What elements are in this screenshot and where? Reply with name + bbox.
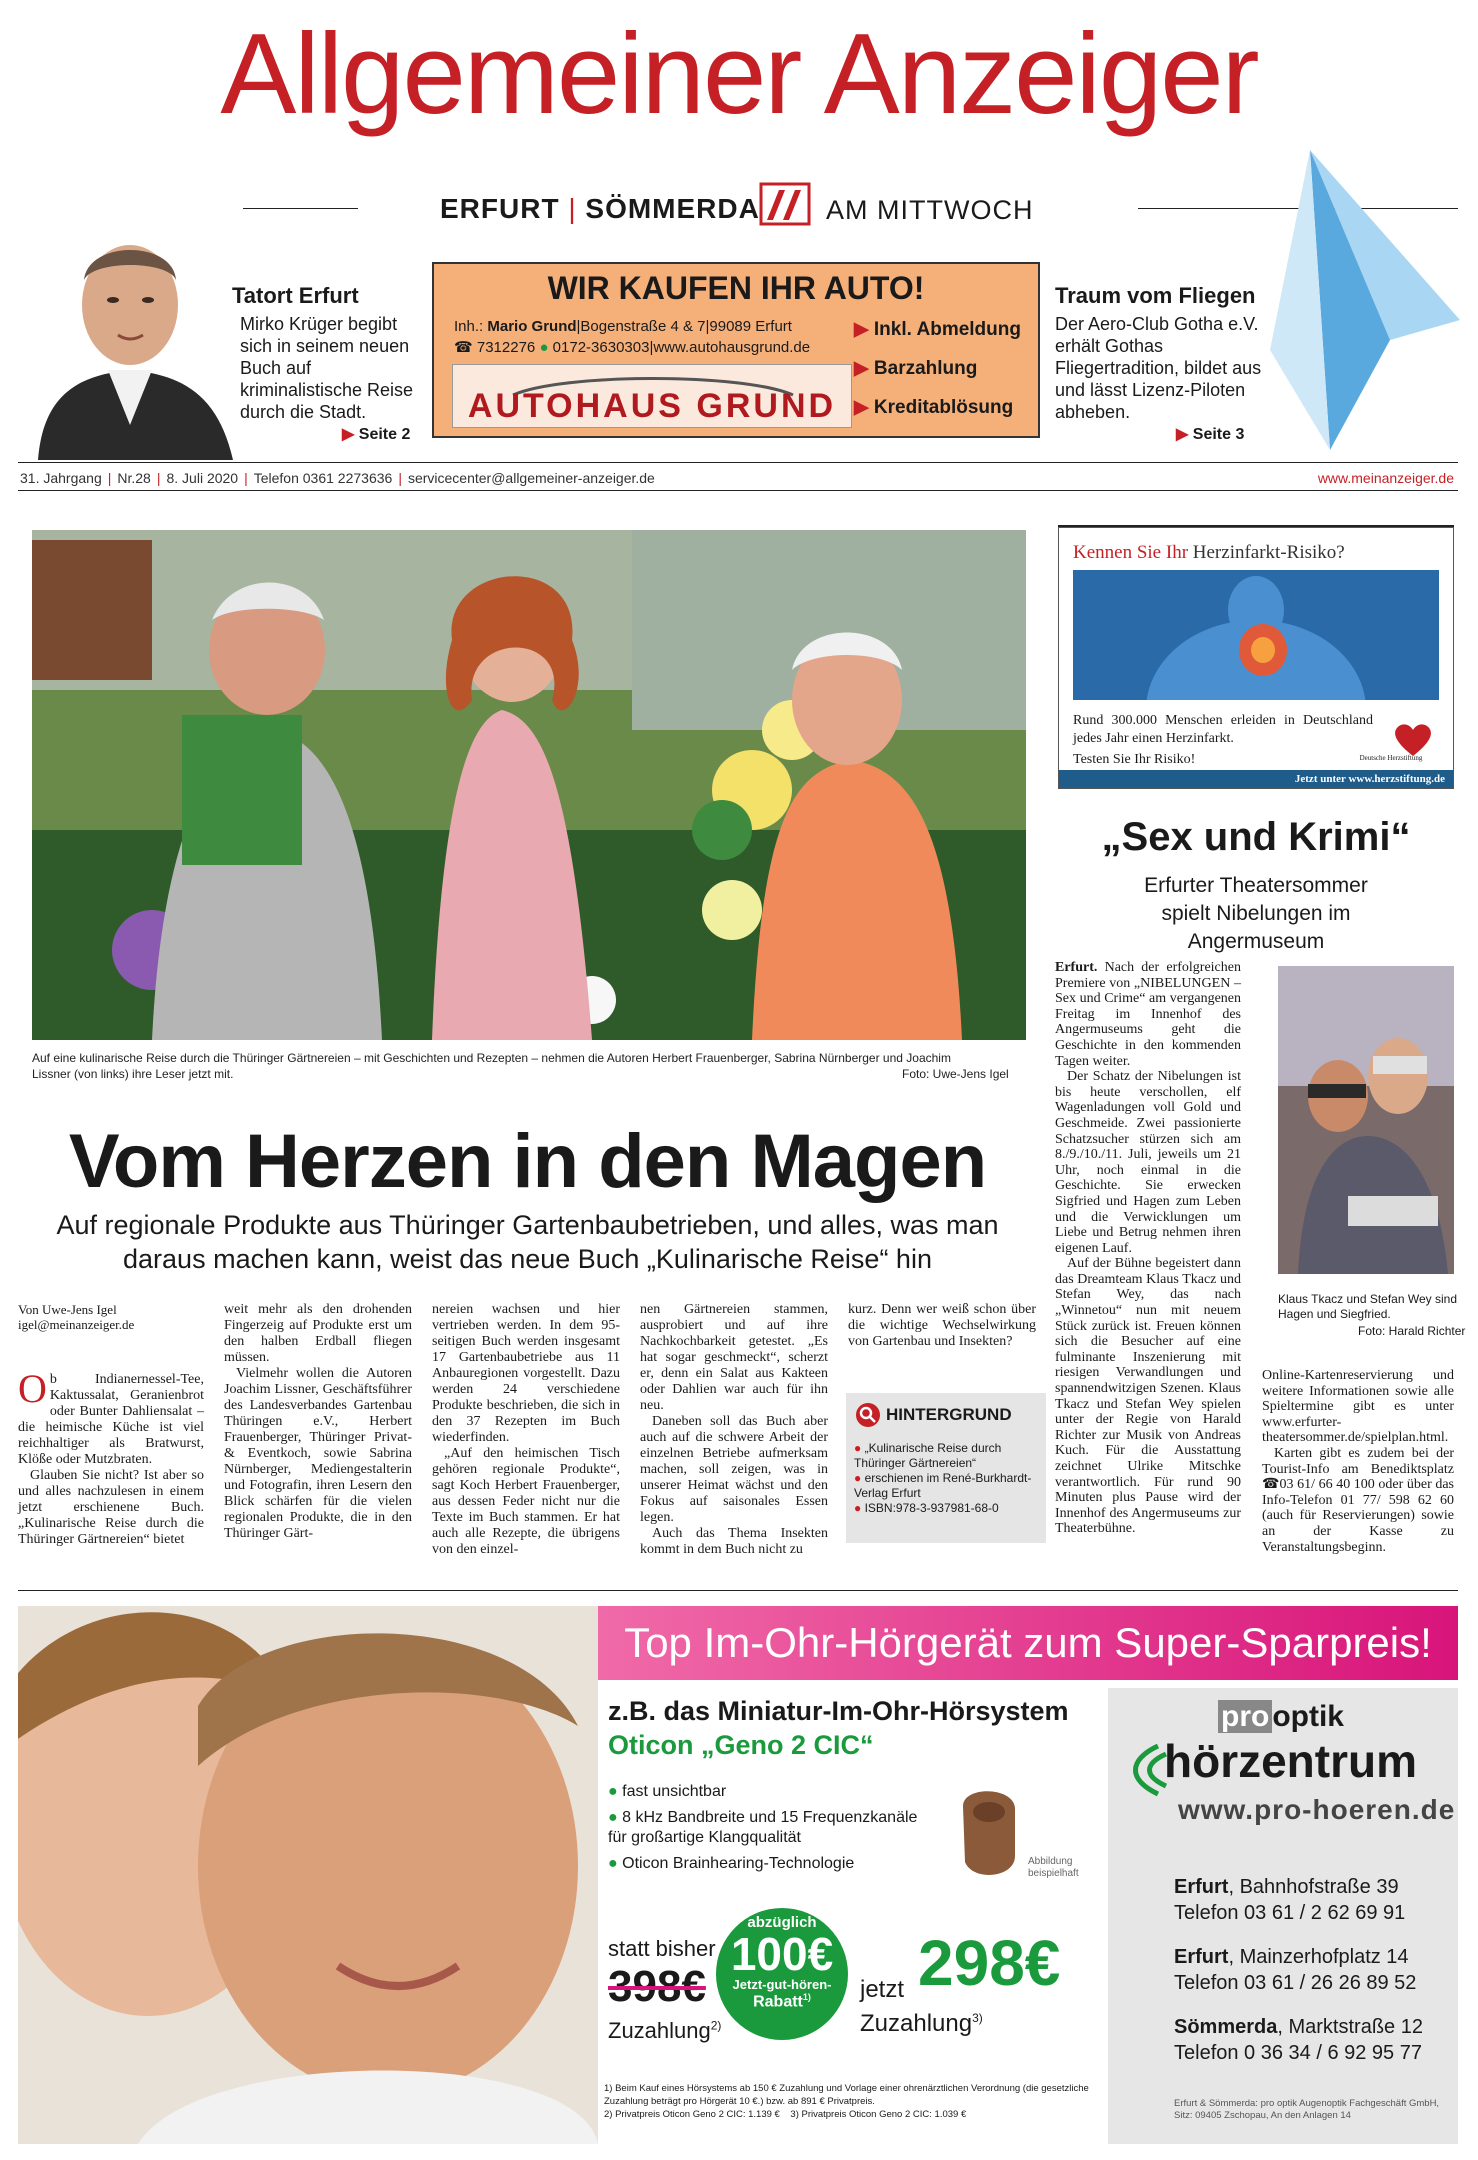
edition-erfurt: ERFURT <box>440 193 560 224</box>
article-column-3 <box>432 1302 620 1558</box>
hintergrund-item: ● ISBN:978-3-937981-68-0 <box>854 1501 999 1515</box>
website-link[interactable]: www.meinanzeiger.de <box>1317 470 1454 486</box>
theater-photo <box>1278 966 1454 1274</box>
ad-feature-list <box>608 1782 938 1874</box>
article-paragraph: „Auf den heimischen Tisch gehören regionale Produkte“, sagt Koch Herbert Frauenberger, aus dessen Feder nicht nur die Texte im Buch stammen. Er hat auch alle Rezepte, die übrigens von den einzel- <box>432 1446 620 1557</box>
ad-product-line2: Oticon „Geno 2 CIC“ <box>608 1730 874 1760</box>
hintergrund-item: ● erschienen im René-Burkhardt-Verlag Erfurt <box>854 1471 1032 1500</box>
edition-day: AM MITTWOCH <box>826 195 1034 225</box>
main-subhead: Auf regionale Produkte aus Thüringer Gartenbaubetrieben, und alles, was man daraus machen kann, weist das neue Buch „Kulinarische Reise“ hin <box>56 1210 999 1274</box>
edition-separator: | <box>568 193 577 224</box>
location-1: Erfurt, Bahnhofstraße 39 Telefon 03 61 / 2 62 69 91 <box>1174 1876 1406 1924</box>
location-2: Erfurt, Mainzerhofplatz 14 Telefon 03 61 / 26 26 89 52 <box>1174 1946 1417 1994</box>
ad-bullet-1: ▶ Inkl. Abmeldung <box>854 319 1021 340</box>
teaser-left-page: Seite 2 <box>358 426 411 443</box>
divider <box>18 462 1458 463</box>
article-paragraph: Karten gibt es zudem bei der Tourist-Info am Benediktsplatz ☎03 61/ 66 40 100 oder über das Info-Telefon 01 77/ 598 62 60 (auch für Reservierungen) sowie an der Kasse zu Veranstaltungsbeginn. <box>1262 1445 1454 1555</box>
edition-line <box>440 193 760 225</box>
couple-photo <box>18 1606 598 2144</box>
hintergrund-box <box>846 1393 1046 1543</box>
side-article-header <box>1058 815 1454 956</box>
article-paragraph: kurz. Denn wer weiß schon über die wichtige Wechselwirkung von Gartenbau und Insekten? <box>848 1302 1036 1349</box>
brand-logo-icon <box>757 180 813 228</box>
ad-phone2: 0172-3630303 <box>552 339 650 356</box>
ad-website[interactable]: |www.autohausgrund.de <box>649 339 811 356</box>
herzstiftung-ad[interactable] <box>1058 527 1454 789</box>
brand-hoerzentrum: hörzentrum <box>1164 1735 1417 1787</box>
ad-owner-prefix: Inh.: <box>454 318 484 335</box>
ad-owner: Mario Grund <box>487 318 577 335</box>
hintergrund-item: ● „Kulinarische Reise durch Thüringer Gärtnereien“ <box>854 1441 1002 1470</box>
divider <box>18 490 1458 491</box>
issue-phone: Telefon 0361 2273636 <box>253 470 393 486</box>
issue-volume: 31. Jahrgang <box>20 470 102 486</box>
teaser-left-text: Mirko Krüger begibt sich in seinem neuen Buch auf kriminalistische Reise durch die Stadt. <box>240 314 414 422</box>
article-paragraph: b Indianernessel-Tee, Kaktussalat, Geranienbrot oder Bunter Dahliensalat – die heimische Küche ist viel reichhaltiger als Bratwurst, Klöße oder Mutzbraten. <box>18 1372 204 1467</box>
article-column-4 <box>640 1302 828 1558</box>
autohaus-ad[interactable] <box>432 262 1040 438</box>
herz-footer[interactable]: Jetzt unter www.herzstiftung.de <box>1059 770 1453 788</box>
teaser-left-page-link[interactable] <box>342 424 410 444</box>
ad-feature: ● Oticon Brainhearing-Technologie <box>608 1855 855 1872</box>
hintergrund-list <box>854 1441 1040 1516</box>
herz-text: Rund 300.000 Menschen erleiden in Deutschland jedes Jahr einen Herzinfarkt. <box>1073 713 1373 746</box>
article-column-5 <box>848 1302 1036 1350</box>
autohaus-logo <box>452 364 852 428</box>
ad-image-note: Abbildung beispielhaft <box>1028 1856 1079 1879</box>
ad-address: |Bogenstraße 4 & 7|99089 Erfurt <box>576 318 792 335</box>
sound-waves-icon <box>1118 1740 1168 1800</box>
herz-org: Deutsche Herzstiftung <box>1359 754 1423 762</box>
teaser-right-text: Der Aero-Club Gotha e.V. erhält Gothas Fliegertradition, bildet aus und lässt Lizenz-Piloten abheben. <box>1055 314 1262 422</box>
dropcap: O <box>18 1366 47 1411</box>
phone-icon: ☎ <box>454 339 473 356</box>
teaser-left-title[interactable]: Tatort Erfurt <box>232 283 359 308</box>
teaser-right-page-link[interactable] <box>1176 424 1244 444</box>
side-column-2 <box>1262 1368 1454 1555</box>
side-column-1 <box>1055 960 1241 1537</box>
location-3: Sömmerda, Marktstraße 12 Telefon 0 36 34 / 6 92 95 77 <box>1174 2016 1423 2064</box>
magnifier-icon <box>856 1403 880 1427</box>
teaser-portrait-photo <box>18 155 243 460</box>
ad-old-suffix: Zuzahlung$^{2)}$ <box>608 2018 722 2043</box>
divider <box>18 1590 1458 1591</box>
article-column-1 <box>18 1366 204 1548</box>
autohaus-logo-text: AUTOHAUS GRUND <box>467 387 837 425</box>
ad-contact <box>454 316 810 358</box>
issue-date: 8. Juli 2020 <box>166 470 239 486</box>
ad-legal: Erfurt & Sömmerda: pro optik Augenoptik Fachgeschäft GmbH, Sitz: 09405 Zschopau, An den Anlagen 14 <box>1174 2098 1440 2121</box>
hoerzentrum-contact-panel <box>1108 1688 1458 2144</box>
teaser-right-title[interactable]: Traum vom Fliegen <box>1055 283 1256 308</box>
brand-pro-optik: pro optik <box>1218 1700 1344 1734</box>
heart-xray-image <box>1073 570 1439 700</box>
ad-product-line1: z.B. das Miniatur-Im-Ohr-Hörsystem <box>608 1696 1069 1726</box>
article-paragraph: Auf der Bühne begeistert dann das Dreamteam Klaus Tkacz und Stefan Wey, das nach „Winnetou“ nun mit neuem Stück zurück ist. Freuen können sich die Besucher auf eine fulminante Inszenierung mit riesigen Verwandlungen und spannendwitzigen Szenen. Klaus Tkacz und Stefan Wey spielen unter der Regie von Harald Richter zur Musik von Andreas Kuch. Für die Ausstattung zeichnet Ulrike Mitschke verantwortlich. Für rund 90 Minuten plus Pause wird der Innenhof des Angermuseums zur Theaterbühne. <box>1055 1256 1241 1537</box>
article-paragraph: Auch das Thema Insekten kommt in dem Buch nicht zu <box>640 1526 828 1557</box>
ad-new-price: 298€ <box>918 1927 1061 1999</box>
ad-banner: Top Im-Ohr-Hörgerät zum Super-Sparpreis! <box>598 1606 1458 1680</box>
issue-email[interactable]: servicecenter@allgemeiner-anzeiger.de <box>407 470 655 486</box>
ad-feature: ● fast unsichtbar <box>608 1783 727 1800</box>
side-photo-credit: Foto: Harald Richter <box>1358 1324 1466 1338</box>
arrow-right-icon: ▶ <box>342 426 355 443</box>
article-column-2 <box>224 1302 412 1542</box>
ad-footnote: 2) Privatpreis Oticon Geno 2 CIC: 1.139 € 3) Privatpreis Oticon Geno 2 CIC: 1.039 € <box>604 2109 967 2120</box>
main-headline: Vom Herzen in den Magen <box>68 1119 987 1204</box>
article-paragraph: nen Gärtnereien stammen, ausprobiert und auf ihre Nachkochbarkeit getestet. „Es hat sogar geschmeckt“, scherzt er, denn ein Salat aus Kakteen oder Dahlien war auch für ihn neu. <box>640 1302 828 1413</box>
issue-number: Nr.28 <box>117 470 151 486</box>
issue-info: 31. Jahrgang | Nr.28 | 8. Juli 2020 | Telefon 0361 2273636 | servicecenter@allgemeiner-anzeiger.de <box>20 470 655 486</box>
masthead-title: Allgemeiner Anzeiger <box>220 11 1258 138</box>
main-article-photo <box>32 530 1026 1040</box>
article-paragraph: weit mehr als den drohenden Fingerzeig auf Produkte erst um den halben Erdball fliegen müssen. <box>224 1302 412 1365</box>
byline-author: Von Uwe-Jens Igel <box>18 1302 117 1317</box>
ad-phone1: 7312276 <box>476 339 536 356</box>
heart-logo-icon <box>1391 722 1435 758</box>
hearing-aid-icon <box>943 1786 1033 1886</box>
herz-cta: Testen Sie Ihr Risiko! <box>1073 752 1196 767</box>
byline-email[interactable]: igel@meinanzeiger.de <box>18 1317 135 1332</box>
article-paragraph: nereien wachsen und hier vertrieben werden. In dem 95-seitigen Buch werden insgesamt 17 Gartenbaubetriebe aus 11 Anbauregionen vorgestellt. Dazu werden 24 verschiedene Produkte beschrieben, die sich in den 37 Rezepten im Buch wiederfinden. <box>432 1302 620 1445</box>
article-paragraph: Daneben soll das Buch aber auch auf die schwere Arbeit der einzelnen Betriebe aufmerksam machen, soll zeigen, was in unserer Heimat wächst und den Fokus auf saisonales Essen legen. <box>640 1414 828 1525</box>
article-paragraph: Vielmehr wollen die Autoren Joachim Lissner, Geschäftsführer des Landesverbandes Gartenbau Thüringen e.V., Herbert Frauenberger, Thüringer Privat- & Eventkoch, sowie Sabrina Nürnberger, Mediengestalterin und Fotografin, ihren Lesern den Blick schärfen für die vielen regionalen Produkte, die in den Thüringer Gärt- <box>224 1366 412 1541</box>
arrow-right-icon: ▶ <box>1176 426 1189 443</box>
teaser-right-page: Seite 3 <box>1192 426 1245 443</box>
ad-old-price: 398€ <box>608 1962 706 2011</box>
ad-bullet-3: ▶ Kreditablösung <box>854 397 1014 418</box>
paper-plane-icon <box>1270 150 1460 460</box>
article-paragraph: Nach der erfolgreichen Premiere von „NIBELUNGEN – Sex und Crime“ am vergangenen Freitag im Innenhof des Angermuseums geht die Geschichte in den kommenden Tagen weiter. <box>1055 960 1241 1069</box>
article-paragraph: Der Schatz der Nibelungen ist bis heute verschollen, elf Wagenladungen voll Gold und Geschmeide. Zwei passionierte Schatzsucher stürzen sich am 8./9./10./11. Juli, jeweils um 21 Uhr, noch einmal in die Geschichte. Sie erwecken Sigfried und Hagen zum Leben und die Verwicklungen um Liebe und Betrug nehmen ihren eigenen Lauf. <box>1055 1069 1241 1256</box>
side-lead: Erfurt. <box>1055 960 1098 975</box>
ad-footnote: 1) Beim Kauf eines Hörsystems ab 150 € Zuzahlung und Vorlage einer ohrenärztlichen Verordnung (die gesetzliche Zuzahlung beträgt pro Hörgerät 10 €.) bzw. ab 891 € Privatpreis. <box>604 2083 1089 2107</box>
hoerzentrum-ad[interactable] <box>18 1606 1458 2144</box>
article-paragraph: Glauben Sie nicht? Ist aber so und alles nachzulesen in einem jetzt erschienene Buch. „Kulinarische Reise durch die Thüringer Gärtnereien“ bietet <box>18 1468 204 1547</box>
side-subhead: Erfurter Theatersommer spielt Nibelungen im Angermuseum <box>1144 874 1368 953</box>
side-photo-caption: Klaus Tkacz und Stefan Wey sind Hagen und Siegfried. <box>1278 1292 1457 1321</box>
herz-title: Kennen Sie Ihr Herzinfarkt-Risiko? <box>1073 542 1345 563</box>
brand-website[interactable]: www.pro-hoeren.de <box>1178 1794 1456 1825</box>
whatsapp-icon: ● <box>539 339 549 356</box>
photo-credit: Foto: Uwe-Jens Igel <box>902 1067 1009 1081</box>
byline <box>18 1302 198 1332</box>
article-paragraph: Online-Kartenreservierung und weitere Informationen sowie alle Spieltermine gibt es unter www.erfurter-theatersommer.de/spielplan.html. <box>1262 1368 1454 1446</box>
side-headline: „Sex und Krimi“ <box>1101 815 1411 859</box>
discount-badge: abzüglich 100€ Jetzt-gut-hören- Rabatt$^{1)}$ <box>716 1908 848 2040</box>
ad-feature: ● 8 kHz Bandbreite und 15 Frequenzkanäle für großartige Klangqualität <box>608 1809 918 1846</box>
ad-new-prefix: jetzt <box>860 1976 905 2003</box>
edition-soemmerda: SÖMMERDA <box>585 193 760 224</box>
ad-footnotes <box>604 2082 1094 2121</box>
ad-old-prefix: statt bisher <box>608 1936 716 1961</box>
photo-caption: Auf eine kulinarische Reise durch die Thüringer Gärtnereien – mit Geschichten und Rezepten – nehmen die Autoren Herbert Frauenberger, Sabrina Nürnberger und Joachim Lissner (von links) ihre Leser jetzt mit. <box>32 1051 951 1081</box>
ad-bullet-2: ▶ Barzahlung <box>854 358 978 379</box>
ad-new-suffix: Zuzahlung$^{3)}$ <box>860 2010 983 2037</box>
ad-headline: WIR KAUFEN IHR AUTO! <box>547 270 925 306</box>
hintergrund-title: HINTERGRUND <box>886 1405 1012 1424</box>
